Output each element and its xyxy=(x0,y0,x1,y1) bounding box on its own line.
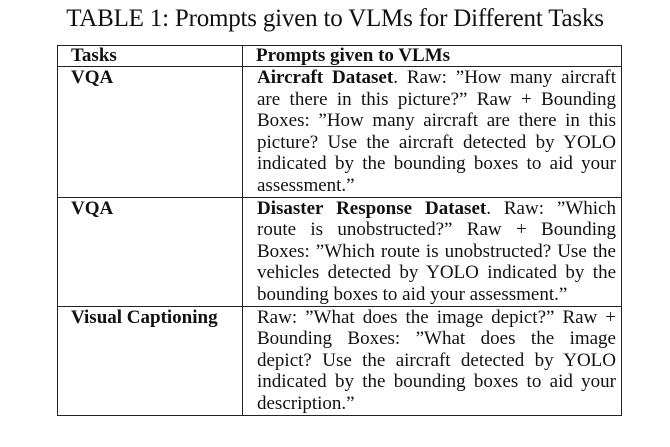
prompt-text: Raw: ”What does the image depict?” Raw + Bounding Boxes: ”What does the image depict? Use the aircraft detected by YOLO indicated by the bounding boxes to aid your description.” xyxy=(257,306,616,414)
dataset-name: Aircraft Dataset xyxy=(257,67,394,88)
table-row xyxy=(58,197,622,306)
prompt-cell xyxy=(243,306,622,415)
prompt-text: . Raw: ”Which route is unobstructed?” Raw + Bounding Boxes: ”Which route is unobstructed? Use the vehicles detected by YOLO indicated by the bounding boxes to aid your assessment.” xyxy=(257,197,616,305)
header-row xyxy=(58,46,622,67)
prompts-table xyxy=(57,45,622,416)
table-row xyxy=(58,306,622,415)
prompt-text: . Raw: ”How many aircraft are there in this picture?” Raw + Bounding Boxes: ”How many aircraft are there in this picture? Use the aircraft detected by YOLO indicated by the bounding boxes to aid your assessment.” xyxy=(257,67,616,196)
header-tasks: Tasks xyxy=(58,46,243,67)
task-cell: VQA xyxy=(58,197,243,306)
task-cell: Visual Captioning xyxy=(58,306,243,415)
table-row xyxy=(58,67,622,198)
task-cell: VQA xyxy=(58,67,243,198)
dataset-name: Disaster Response Dataset xyxy=(257,197,487,219)
prompt-cell xyxy=(243,67,622,198)
table-body xyxy=(58,67,622,416)
header-prompts: Prompts given to VLMs xyxy=(243,46,622,67)
prompt-cell xyxy=(243,197,622,306)
table-caption: TABLE 1: Prompts given to VLMs for Different Tasks xyxy=(66,5,604,32)
table-header xyxy=(58,46,622,67)
